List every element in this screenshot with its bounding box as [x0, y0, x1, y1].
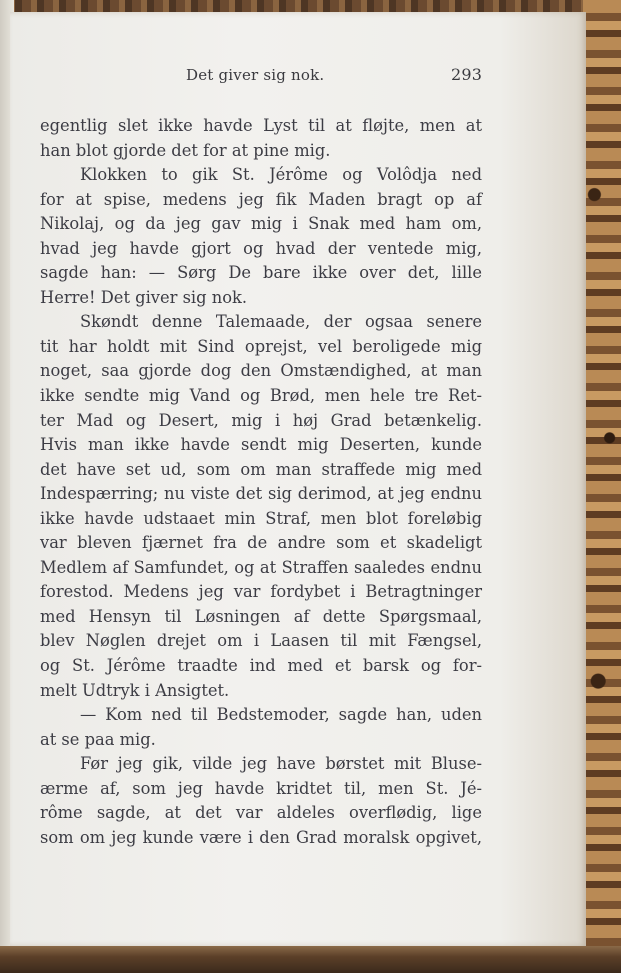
text-line: rôme sagde, at det var aldeles overflødig, lige — [40, 803, 482, 823]
text-line: noget, saa gjorde dog den Omstændighed, at man — [40, 361, 482, 381]
text-line: Klokken to gik St. Jérôme og Volôdja ned — [80, 165, 482, 185]
text-line: tit har holdt mit Sind oprejst, vel beroligede mig — [40, 336, 482, 356]
text-line: ikke havde udstaaet min Straf, men blot foreløbig — [40, 508, 482, 528]
text-line: Indespærring; nu viste det sig derimod, at jeg endnu — [40, 484, 482, 504]
book-bottom-edge — [0, 946, 621, 973]
text-line: Nikolaj, og da jeg gav mig i Snak med ham om, — [40, 214, 482, 234]
text-line: egentlig slet ikke havde Lyst til at fløjte, men at — [40, 116, 482, 135]
text-line: ter Mad og Desert, mig i høj Grad betænkelig. — [40, 410, 482, 430]
text-line: hvad jeg havde gjort og hvad der ventede mig, — [40, 238, 482, 258]
body-text — [40, 114, 482, 850]
text-line: med Hensyn til Løsningen af dette Spørgsmaal, — [40, 606, 482, 626]
text-line: som om jeg kunde være i den Grad moralsk opgivet, — [40, 827, 482, 847]
running-head-title: Det giver sig nok. — [186, 66, 325, 84]
text-line: — Kom ned til Bedstemoder, sagde han, uden — [80, 705, 482, 725]
text-line: blev Nøglen drejet om i Laasen til mit Fængsel, — [40, 631, 482, 651]
text-line: for at spise, medens jeg fik Maden bragt op af — [40, 189, 482, 209]
text-line: Skøndt denne Talemaade, der ogsaa senere — [80, 312, 482, 332]
text-line: Medlem af Samfundet, og at Straffen saaledes endnu — [40, 557, 482, 577]
text-line: ikke sendte mig Vand og Brød, men hele tre Ret- — [40, 386, 482, 406]
text-line: Hvis man ikke havde sendt mig Deserten, kunde — [40, 435, 482, 455]
text-line: Før jeg gik, vilde jeg have børstet mit Bluse- — [80, 754, 482, 774]
text-line: det have set ud, som om man straffede mig med — [40, 459, 482, 479]
text-line: og St. Jérôme traadte ind med et barsk og for- — [40, 656, 482, 676]
text-line: melt Udtryk i Ansigtet. — [40, 680, 230, 700]
page-number: 293 — [451, 65, 483, 84]
text-line: forestod. Medens jeg var fordybet i Betragtninger — [40, 582, 482, 602]
book-cover-edge — [583, 0, 621, 973]
text-line: var bleven fjærnet fra de andre som et skadeligt — [40, 533, 482, 553]
text-line: han blot gjorde det for at pine mig. — [40, 140, 331, 160]
text-line: ærme af, som jeg havde kridtet til, men St. Jé- — [40, 778, 482, 798]
text-line: at se paa mig. — [40, 729, 156, 749]
text-line: Herre! Det giver sig nok. — [40, 287, 248, 307]
text-line: sagde han: — Sørg De bare ikke over det, lille — [40, 263, 482, 283]
